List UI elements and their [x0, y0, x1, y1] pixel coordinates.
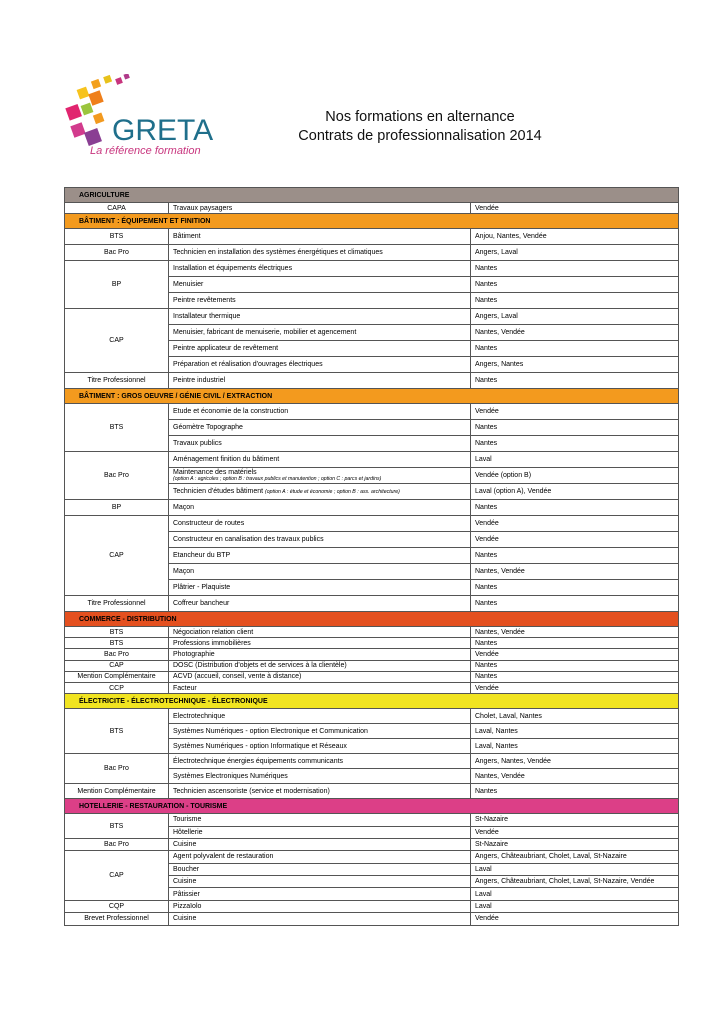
- formation-cell: Pizzaïolo: [169, 900, 471, 912]
- diploma-cell: BTS: [65, 627, 169, 638]
- section-header: [65, 694, 679, 709]
- location-cell: Angers, Laval: [471, 245, 679, 261]
- location-cell: Nantes, Vendée: [471, 325, 679, 341]
- section-title: BÂTIMENT : GROS OEUVRE / GÉNIE CIVIL / EXTRACTION: [65, 389, 679, 404]
- location-cell: Nantes: [471, 660, 679, 671]
- diploma-cell: Bac Pro: [65, 452, 169, 500]
- section-header: [65, 214, 679, 229]
- location-cell: Nantes: [471, 261, 679, 277]
- diploma-cell: BTS: [65, 638, 169, 649]
- location-cell: Vendée: [471, 516, 679, 532]
- table-row: [65, 373, 679, 389]
- formation-cell: Maçon: [169, 564, 471, 580]
- location-cell: Anjou, Nantes, Vendée: [471, 229, 679, 245]
- formation-cell: [169, 484, 471, 500]
- location-cell: Nantes: [471, 638, 679, 649]
- section-header: [65, 188, 679, 203]
- location-cell: Nantes: [471, 671, 679, 682]
- formation-cell: Hôtellerie: [169, 826, 471, 838]
- formation-cell: Menuisier, fabricant de menuiserie, mobilier et agencement: [169, 325, 471, 341]
- formation-cell: Menuisier: [169, 277, 471, 293]
- location-cell: Angers, Châteaubriant, Cholet, Laval, St-Nazaire: [471, 851, 679, 863]
- formation-cell: Préparation et réalisation d'ouvrages électriques: [169, 357, 471, 373]
- diploma-cell: CAP: [65, 516, 169, 596]
- table-row: [65, 516, 679, 532]
- table-row: [65, 404, 679, 420]
- formation-cell: DOSC (Distribution d'objets et de services à la clientèle): [169, 660, 471, 671]
- greta-logo: [64, 74, 224, 158]
- location-cell: Nantes: [471, 500, 679, 516]
- formation-cell: Technicien en installation des systèmes énergétiques et climatiques: [169, 245, 471, 261]
- formation-cell: Coffreur bancheur: [169, 596, 471, 612]
- diploma-cell: CAP: [65, 851, 169, 901]
- formation-cell: Géomètre Topographe: [169, 420, 471, 436]
- table-row: [65, 649, 679, 660]
- location-cell: Vendée: [471, 826, 679, 838]
- formations-table: [64, 187, 679, 926]
- location-cell: Nantes: [471, 784, 679, 799]
- formation-cell: Etancheur du BTP: [169, 548, 471, 564]
- location-cell: Nantes, Vendée: [471, 769, 679, 784]
- diploma-cell: Titre Professionnel: [65, 596, 169, 612]
- formation-note: (option A : étude et économie ; option B : ass. architecture): [265, 488, 400, 495]
- location-cell: Vendée: [471, 203, 679, 214]
- section-title: COMMERCE - DISTRIBUTION: [65, 612, 679, 627]
- table-row: [65, 709, 679, 724]
- diploma-cell: CAPA: [65, 203, 169, 214]
- table-row: [65, 500, 679, 516]
- location-cell: Vendée: [471, 682, 679, 693]
- formation-cell: Aménagement finition du bâtiment: [169, 452, 471, 468]
- diploma-cell: Bac Pro: [65, 649, 169, 660]
- formation-cell: ACVD (accueil, conseil, vente à distance): [169, 671, 471, 682]
- table-row: [65, 627, 679, 638]
- location-cell: Vendée: [471, 649, 679, 660]
- location-cell: Laval: [471, 863, 679, 875]
- diploma-cell: CAP: [65, 660, 169, 671]
- table-row: [65, 596, 679, 612]
- formation-name: Maintenance des matériels: [173, 469, 257, 476]
- diploma-cell: Mention Complémentaire: [65, 784, 169, 799]
- location-cell: Vendée (option B): [471, 468, 679, 484]
- logo-tagline: La référence formation: [90, 145, 201, 157]
- table-row: [65, 913, 679, 925]
- formation-cell: Constructeur de routes: [169, 516, 471, 532]
- location-cell: Laval: [471, 452, 679, 468]
- section-title: ÉLECTRICITE - ÉLECTROTECHNIQUE - ÉLECTRONIQUE: [65, 694, 679, 709]
- location-cell: Angers, Nantes: [471, 357, 679, 373]
- location-cell: Nantes: [471, 277, 679, 293]
- formation-cell: Installateur thermique: [169, 309, 471, 325]
- formation-cell: Systèmes Numériques - option Electronique et Communication: [169, 724, 471, 739]
- diploma-cell: BTS: [65, 229, 169, 245]
- greta-logo-mark: [64, 74, 224, 158]
- formation-cell: Systèmes Numériques - option Informatique et Réseaux: [169, 739, 471, 754]
- formation-note: (option A : agricoles ; option B : travaux publics et manutention ; option C : parcs et jardins): [173, 476, 382, 482]
- table-row: [65, 754, 679, 769]
- location-cell: St-Nazaire: [471, 814, 679, 826]
- location-cell: Nantes: [471, 548, 679, 564]
- formation-cell: Peintre applicateur de revêtement: [169, 341, 471, 357]
- formation-cell: Installation et équipements électriques: [169, 261, 471, 277]
- section-title: HOTELLERIE - RESTAURATION - TOURISME: [65, 799, 679, 814]
- location-cell: Vendée: [471, 913, 679, 925]
- page-title: [260, 108, 580, 146]
- section-title: BÂTIMENT : ÉQUIPEMENT ET FINITION: [65, 214, 679, 229]
- formation-cell: Électrotechnique énergies équipements communicants: [169, 754, 471, 769]
- table-row: [65, 814, 679, 826]
- section-title: AGRICULTURE: [65, 188, 679, 203]
- formation-cell: Professions immobilières: [169, 638, 471, 649]
- table-row: [65, 638, 679, 649]
- section-header: [65, 612, 679, 627]
- location-cell: Nantes, Vendée: [471, 564, 679, 580]
- location-cell: Angers, Nantes, Vendée: [471, 754, 679, 769]
- diploma-cell: BP: [65, 500, 169, 516]
- location-cell: Laval: [471, 900, 679, 912]
- diploma-cell: CCP: [65, 682, 169, 693]
- formation-name: Technicien d'études bâtiment: [173, 487, 266, 495]
- section-header: [65, 799, 679, 814]
- section-header: [65, 389, 679, 404]
- diploma-cell: Mention Complémentaire: [65, 671, 169, 682]
- location-cell: Laval (option A), Vendée: [471, 484, 679, 500]
- location-cell: Laval, Nantes: [471, 724, 679, 739]
- diploma-cell: Bac Pro: [65, 245, 169, 261]
- formation-cell: Négociation relation client: [169, 627, 471, 638]
- formation-cell: Peintre revêtements: [169, 293, 471, 309]
- location-cell: Vendée: [471, 404, 679, 420]
- location-cell: Nantes: [471, 420, 679, 436]
- formation-cell: Constructeur en canalisation des travaux publics: [169, 532, 471, 548]
- formation-cell: Systèmes Electroniques Numériques: [169, 769, 471, 784]
- table-row: [65, 900, 679, 912]
- diploma-cell: Brevet Professionnel: [65, 913, 169, 925]
- location-cell: Nantes: [471, 580, 679, 596]
- diploma-cell: Bac Pro: [65, 838, 169, 850]
- table-row: [65, 671, 679, 682]
- table-row: [65, 245, 679, 261]
- table-row: [65, 229, 679, 245]
- diploma-cell: BTS: [65, 404, 169, 452]
- diploma-cell: BP: [65, 261, 169, 309]
- location-cell: Nantes: [471, 341, 679, 357]
- diploma-cell: Titre Professionnel: [65, 373, 169, 389]
- location-cell: St-Nazaire: [471, 838, 679, 850]
- location-cell: Angers, Châteaubriant, Cholet, Laval, St-Nazaire, Vendée: [471, 876, 679, 888]
- location-cell: Nantes: [471, 373, 679, 389]
- location-cell: Laval: [471, 888, 679, 900]
- logo-text: GRETA: [112, 114, 214, 147]
- formation-cell: Boucher: [169, 863, 471, 875]
- table-row: [65, 838, 679, 850]
- location-cell: Angers, Laval: [471, 309, 679, 325]
- diploma-cell: BTS: [65, 814, 169, 839]
- table-row: [65, 203, 679, 214]
- location-cell: Nantes, Vendée: [471, 627, 679, 638]
- formation-cell: Bâtiment: [169, 229, 471, 245]
- location-cell: Vendée: [471, 532, 679, 548]
- location-cell: Laval, Nantes: [471, 739, 679, 754]
- formation-cell: Cuisine: [169, 876, 471, 888]
- location-cell: Nantes: [471, 436, 679, 452]
- formation-cell: Electrotechnique: [169, 709, 471, 724]
- formation-cell: Peintre industriel: [169, 373, 471, 389]
- formation-cell: Maçon: [169, 500, 471, 516]
- table-row: [65, 452, 679, 468]
- formation-cell: Facteur: [169, 682, 471, 693]
- location-cell: Nantes: [471, 293, 679, 309]
- diploma-cell: CQP: [65, 900, 169, 912]
- formation-cell: Travaux publics: [169, 436, 471, 452]
- table-row: [65, 784, 679, 799]
- diploma-cell: BTS: [65, 709, 169, 754]
- formation-cell: [169, 468, 471, 484]
- table-row: [65, 261, 679, 277]
- formation-cell: Etude et économie de la construction: [169, 404, 471, 420]
- table-row: [65, 309, 679, 325]
- title-line-1: Nos formations en alternance: [325, 109, 515, 125]
- table-row: [65, 682, 679, 693]
- formation-cell: Agent polyvalent de restauration: [169, 851, 471, 863]
- formation-cell: Tourisme: [169, 814, 471, 826]
- formation-cell: Travaux paysagers: [169, 203, 471, 214]
- formation-cell: Cuisine: [169, 838, 471, 850]
- location-cell: Nantes: [471, 596, 679, 612]
- table-row: [65, 660, 679, 671]
- formation-cell: Plâtrier - Plaquiste: [169, 580, 471, 596]
- formation-cell: Cuisine: [169, 913, 471, 925]
- table-row: [65, 851, 679, 863]
- formation-cell: Pâtissier: [169, 888, 471, 900]
- diploma-cell: CAP: [65, 309, 169, 373]
- title-line-2: Contrats de professionnalisation 2014: [298, 128, 542, 144]
- location-cell: Cholet, Laval, Nantes: [471, 709, 679, 724]
- formation-cell: Photographie: [169, 649, 471, 660]
- diploma-cell: Bac Pro: [65, 754, 169, 784]
- formation-cell: Technicien ascensoriste (service et modernisation): [169, 784, 471, 799]
- formations-table-body: [65, 188, 679, 926]
